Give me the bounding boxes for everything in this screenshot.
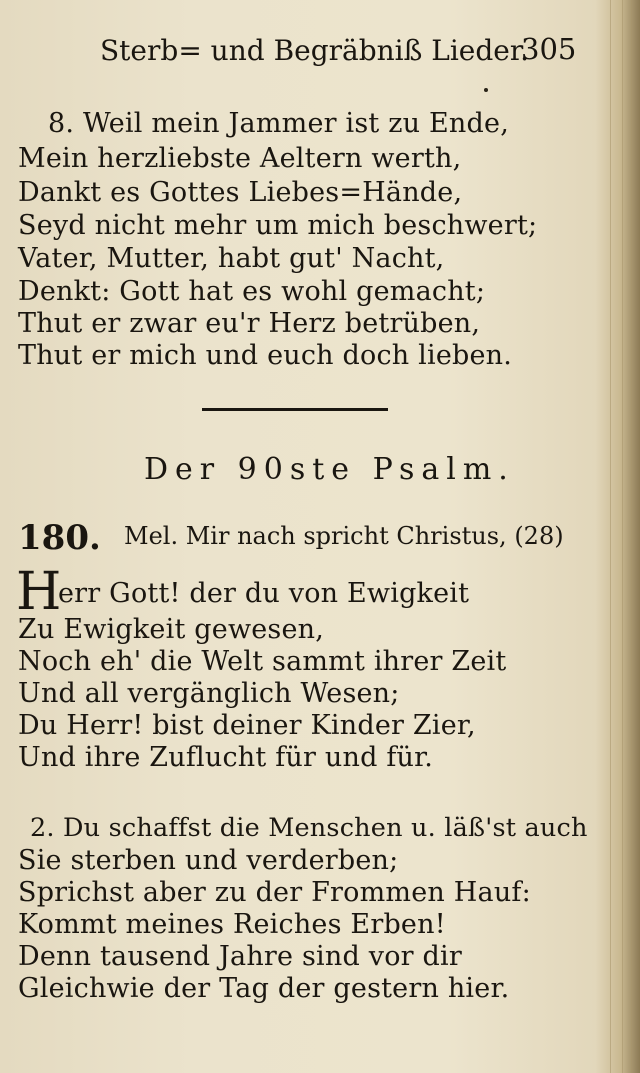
verse-line: Und ihre Zuflucht für und für.	[18, 742, 434, 773]
verse-line: Sprichst aber zu der Frommen Hauf:	[18, 877, 531, 908]
hymn-number: 180.	[18, 518, 101, 558]
verse-line: Noch eh' die Welt sammt ihrer Zeit	[18, 646, 507, 677]
drop-cap: H	[16, 562, 62, 622]
verse-line: err Gott! der du von Ewigkeit	[58, 578, 470, 609]
page-number: 305	[521, 32, 577, 66]
ink-dot	[484, 88, 488, 92]
verse-line: Kommt meines Reiches Erben!	[18, 909, 446, 940]
page-edge-line	[610, 0, 611, 1073]
running-head: Sterb= und Begräbniß Lieder.	[100, 34, 530, 67]
page-edge-line	[622, 0, 623, 1073]
verse-line: Denn tausend Jahre sind vor dir	[18, 941, 462, 972]
section-divider	[202, 408, 388, 411]
verse-line: Sie sterben und verderben;	[18, 845, 399, 876]
verse-line: Thut er zwar eu'r Herz betrüben,	[18, 308, 481, 339]
verse-line: Du Herr! bist deiner Kinder Zier,	[18, 710, 476, 741]
verse-line: Vater, Mutter, habt gut' Nacht,	[18, 243, 445, 274]
verse-line: Denkt: Gott hat es wohl gemacht;	[18, 276, 486, 307]
page-edge-line	[631, 0, 632, 1073]
verse-line: 2. Du schaffst die Menschen u. läß'st auch	[30, 813, 588, 843]
verse-line: Thut er mich und euch doch lieben.	[18, 340, 513, 371]
verse-line: Mein herzliebste Aeltern werth,	[18, 143, 462, 174]
melody-reference: Mel. Mir nach spricht Christus, (28)	[124, 522, 564, 550]
verse-line: Dankt es Gottes Liebes=Hände,	[18, 177, 463, 208]
verse-line: Und all vergänglich Wesen;	[18, 678, 400, 709]
verse-line: Zu Ewigkeit gewesen,	[18, 614, 325, 645]
verse-line: 8. Weil mein Jammer ist zu Ende,	[48, 108, 509, 139]
verse-line: Gleichwie der Tag der gestern hier.	[18, 973, 510, 1004]
verse-line: Seyd nicht mehr um mich beschwert;	[18, 210, 538, 241]
psalm-title: Der 90ste Psalm.	[144, 452, 515, 487]
